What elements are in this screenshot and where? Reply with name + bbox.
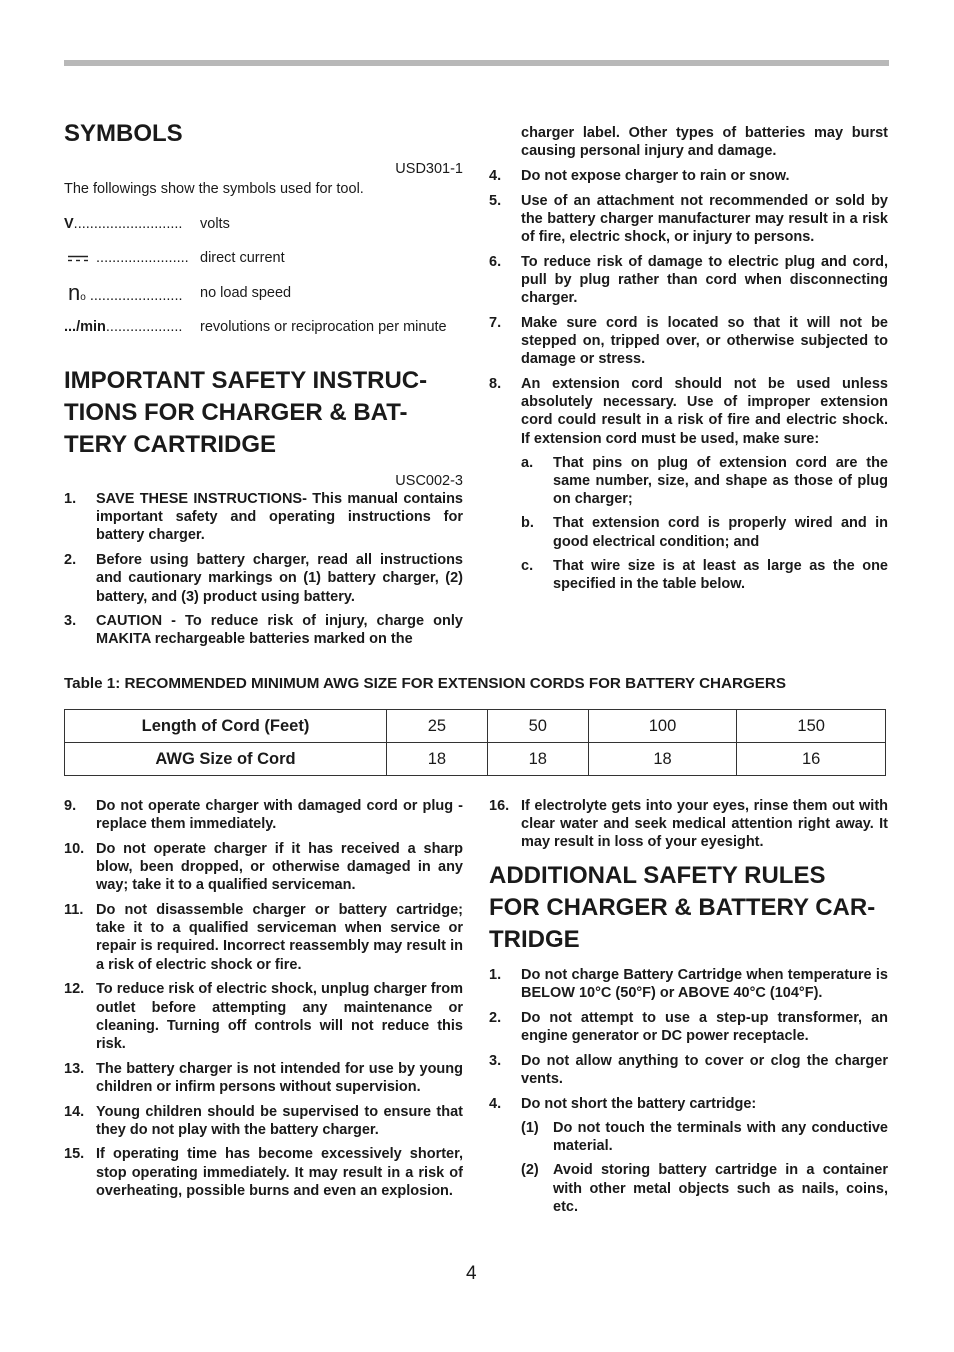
list-item: 10. Do not operate charger if it has received a sharp blow, been dropped, or otherwise damaged in any way; take it to a qualified serviceman. xyxy=(64,840,463,894)
list-item: 9. Do not operate charger with damaged cord or plug - replace them immediately. xyxy=(64,798,463,833)
list-item: 2. Do not attempt to use a step-up transformer, an engine generator or DC power receptacle. xyxy=(489,1009,888,1045)
sub-item: c. That wire size is at least as large as the one specified in the table below. xyxy=(521,557,888,592)
sub-item: (1) Do not touch the terminals with any conductive material. xyxy=(521,1119,888,1155)
list-item: 3. CAUTION - To reduce risk of injury, charge only MAKITA rechargeable batteries marked on the xyxy=(64,613,463,648)
direct-current-icon xyxy=(68,255,88,262)
table-cell: 18 xyxy=(588,743,737,776)
table-cell: 100 xyxy=(588,710,737,743)
header-rule xyxy=(64,60,889,66)
symbol-dots: ................... xyxy=(105,319,183,335)
table-cell: 18 xyxy=(387,743,488,776)
table-row xyxy=(65,743,886,776)
list-item: 1. Do not charge Battery Cartridge when temperature is BELOW 10°C (50°F) or ABOVE 40°C (104°F). xyxy=(489,967,888,1002)
symbol-dots: ........................... xyxy=(73,216,183,232)
important-code: USC002-3 xyxy=(395,473,463,489)
symbols-intro: The followings show the symbols used for tool. xyxy=(64,181,364,197)
list-item: 5. Use of an attachment not recommended or sold by the battery charger manufacturer may result in a risk of fire, electric shock, or injury to persons. xyxy=(489,192,888,246)
list-item: 13. The battery charger is not intended for use by young children or infirm persons without supervision. xyxy=(64,1060,463,1095)
list-item: 1. SAVE THESE INSTRUCTIONS- This manual contains important safety and operating instructions for battery charger. xyxy=(64,491,463,544)
symbol-dots: ....................... xyxy=(96,250,189,266)
important-heading: IMPORTANT SAFETY INSTRUC- TIONS FOR CHARGER & BAT- TERY CARTRIDGE xyxy=(64,367,428,458)
list-item: 6. To reduce risk of damage to electric plug and cord, pull by plug rather than cord when disconnecting charger. xyxy=(489,253,888,307)
list-item: 15. If operating time has become excessively shorter, stop operating immediately. It may result in a risk of overheating, possible burns and even an explosion. xyxy=(64,1146,463,1199)
sub-item: b. That extension cord is properly wired and in good electrical condition; and xyxy=(521,515,888,550)
item-3-continued: charger label. Other types of batteries may burst causing personal injury and damage. xyxy=(521,125,888,160)
table-row xyxy=(65,710,886,743)
symbol-desc: volts xyxy=(200,216,230,232)
list-item: 11. Do not disassemble charger or battery cartridge; take it to a qualified serviceman when service or repair is required. Incorrect reassembly may result in a risk of electric shock or fire. xyxy=(64,902,463,973)
list-item: 16. If electrolyte gets into your eyes, rinse them out with clear water and seek medical attention right away. It may result in loss of your eyesight. xyxy=(489,798,888,851)
list-item: 12. To reduce risk of electric shock, unplug charger from outlet before attempting any maintenance or cleaning. Turning off controls will not reduce this risk. xyxy=(64,981,463,1052)
lower-left-column xyxy=(64,797,463,1207)
symbol-row-volts xyxy=(64,215,463,233)
symbol-row-dc xyxy=(64,249,463,267)
table-header-cell: AWG Size of Cord xyxy=(65,743,387,776)
list-item: 14. Young children should be supervised to ensure that they do not play with the battery charger. xyxy=(64,1103,463,1138)
table-cell: 16 xyxy=(737,743,886,776)
table-cell: 18 xyxy=(487,743,588,776)
symbol-desc: revolutions or reciprocation per minute xyxy=(200,319,447,335)
sub-item: (2) Avoid storing battery cartridge in a container with other metal objects such as nails, coins, etc. xyxy=(521,1162,888,1215)
sub-item: a. That pins on plug of extension cord are the same number, size, and shape as those of plug on charger; xyxy=(521,454,888,508)
symbols-code: USD301-1 xyxy=(395,161,463,177)
right-upper-column xyxy=(489,124,888,600)
page-number: 4 xyxy=(466,1263,477,1284)
list-item: 2. Before using battery charger, read all instructions and cautionary markings on (1) battery charger, (2) battery, and (3) product using battery. xyxy=(64,552,463,605)
table-cell: 50 xyxy=(487,710,588,743)
extension-cord-table xyxy=(64,709,886,776)
symbol-volts: V xyxy=(64,216,74,232)
symbol-desc: direct current xyxy=(200,250,285,266)
list-item: 4. Do not expose charger to rain or snow. xyxy=(489,167,790,184)
important-section xyxy=(64,365,463,655)
list-item: 3. Do not allow anything to cover or clog the charger vents. xyxy=(489,1052,888,1088)
symbol-row-no-load-speed xyxy=(64,284,463,305)
list-item: 8. An extension cord should not be used unless absolutely necessary. Use of improper extension cord could result in a risk of fire and electric shock. If extension cord must be used, make sure: a. That pins on plug of extension cord are the same number, size, and shape as those of plug on charger; b. That extension cord is properly wired and in good electrical condition; and c. That wire size is at least as large as the one specified in the table below. xyxy=(489,375,888,592)
list-item: 4. Do not short the battery cartridge: (1) Do not touch the terminals with any conductive material. (2) Avoid storing battery cartridge in a container with other metal objects such as nails, coins, etc. xyxy=(489,1095,888,1215)
additional-heading: ADDITIONAL SAFETY RULES FOR CHARGER & BATTERY CAR- TRIDGE xyxy=(489,862,876,953)
symbol-per-min: .../min xyxy=(64,319,106,335)
table-caption: Table 1: RECOMMENDED MINIMUM AWG SIZE FOR EXTENSION CORDS FOR BATTERY CHARGERS xyxy=(64,675,786,692)
symbol-desc: no load speed xyxy=(200,285,292,301)
no-load-speed-icon: no xyxy=(68,284,86,305)
left-upper-column xyxy=(64,118,463,354)
table-header-cell: Length of Cord (Feet) xyxy=(65,710,387,743)
lower-right-column xyxy=(489,797,888,858)
symbols-heading: SYMBOLS xyxy=(64,120,183,147)
table-cell: 25 xyxy=(387,710,488,743)
list-item: 7. Make sure cord is located so that it will not be stepped on, tripped over, or otherwise subjected to damage or stress. xyxy=(489,314,888,368)
additional-section xyxy=(489,860,888,1222)
table-cell: 150 xyxy=(737,710,886,743)
symbol-row-per-min xyxy=(64,318,463,354)
symbol-dots: ....................... xyxy=(89,288,183,304)
